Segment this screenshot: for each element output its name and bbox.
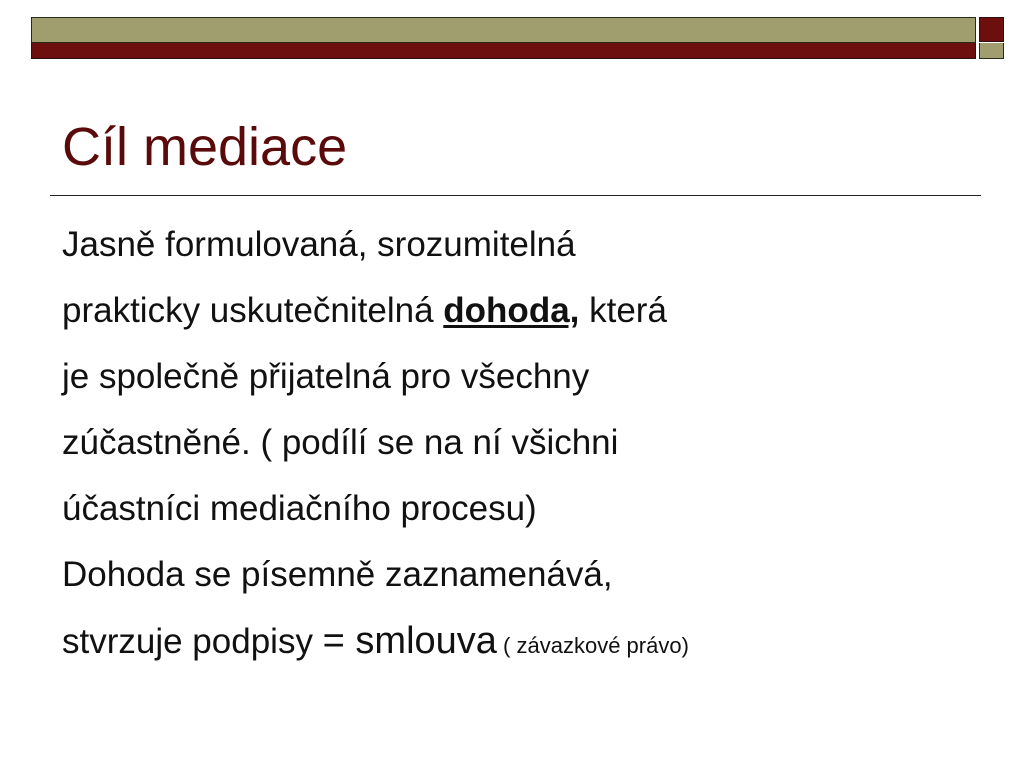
slide-body [62,212,982,674]
body-line-7 [62,608,982,674]
header-square-maroon [979,17,1004,42]
body-line-6: Dohoda se písemně zaznamenává, [62,555,613,594]
emphasized-dohoda: dohoda, [443,291,580,330]
title-divider [50,195,981,196]
body-line-2-end: která [579,291,667,330]
body-line-7-start: stvrzuje podpisy [62,622,323,661]
header-bar-maroon [31,43,976,59]
body-line-5: účastníci mediačního procesu) [62,489,537,528]
slide-title: Cíl mediace [62,117,348,177]
body-line-2-start: prakticky uskutečnitelná [62,291,444,330]
equals-sign: = [322,620,345,662]
header-bar-olive [31,17,976,43]
body-line-2 [62,278,982,344]
body-line-3: je společně přijatelná pro všechny [62,357,590,396]
body-line-1: Jasně formulovaná, srozumitelná [62,225,576,264]
note-zavazkove-pravo: ( závazkové právo) [496,633,689,658]
header-square-olive [979,43,1004,59]
body-line-4: zúčastněné. ( podílí se na ní všichni [62,423,619,462]
word-smlouva: smlouva [344,620,497,662]
